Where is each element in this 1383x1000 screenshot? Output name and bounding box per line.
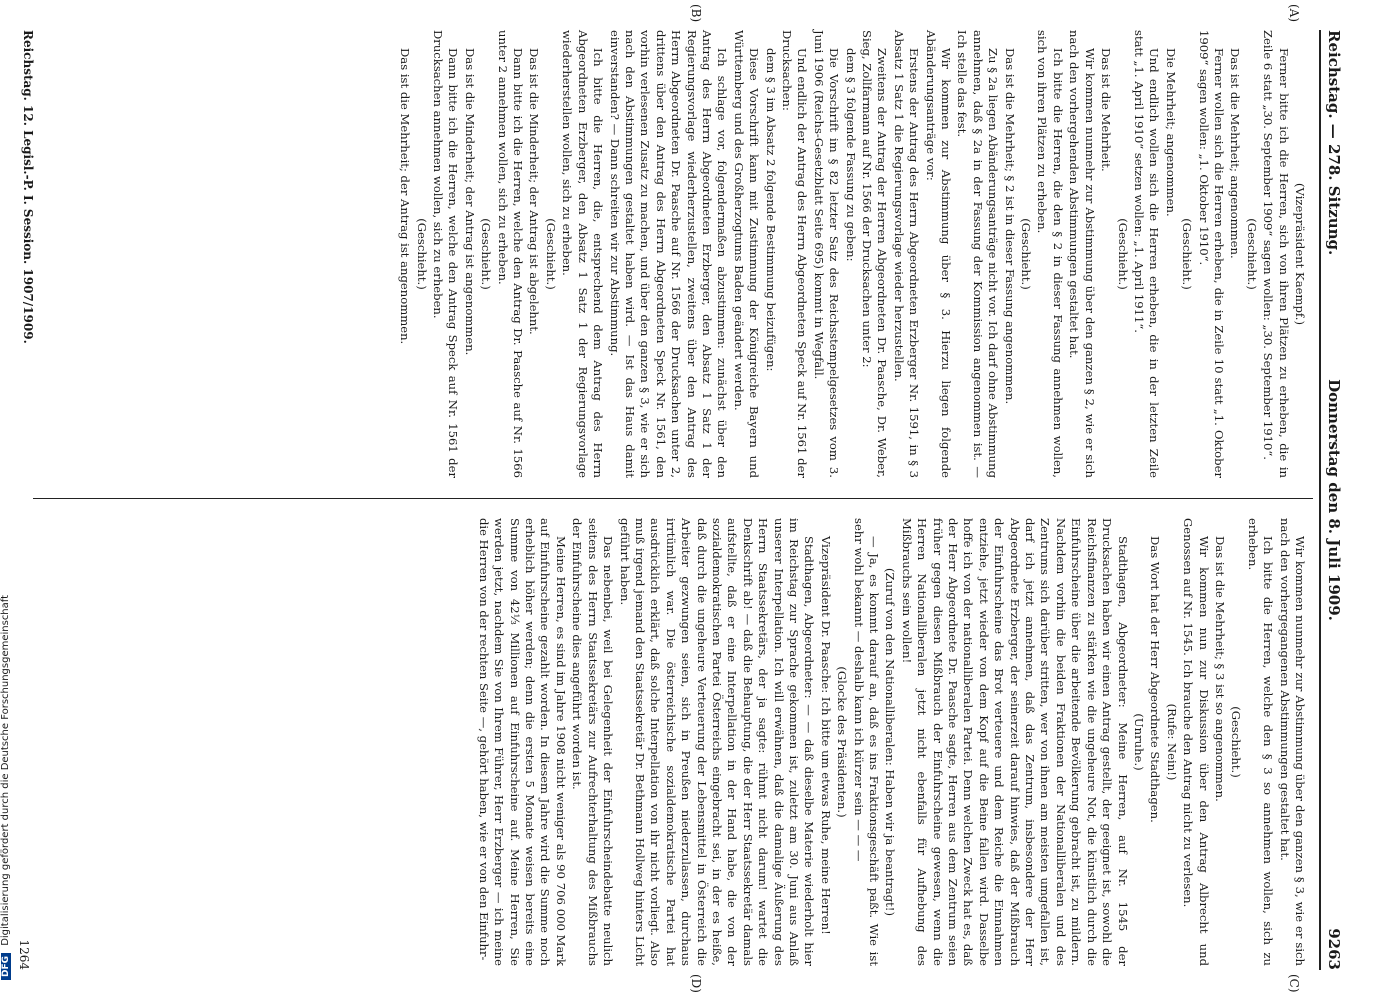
header-date: Donnerstag den 8. Juli 1909.	[1325, 379, 1343, 621]
margin-mark-d: (D)	[689, 974, 703, 993]
paragraph: Ich bitte die Herren, welche den § 3 so annehmen wollen, sich zu erheben.	[1245, 518, 1276, 966]
paragraph: (Geschieht.)	[1115, 218, 1130, 290]
page-content	[13, 4, 1343, 993]
paragraph: (Geschieht.)	[1019, 218, 1034, 290]
header-page-number: 9263	[1325, 928, 1343, 970]
footer-sheet-number: 1264	[17, 939, 31, 970]
margin-mark-a: (A)	[1287, 4, 1301, 23]
paragraph: (Geschieht.)	[543, 218, 558, 290]
paragraph: Das ist die Minderheit; der Antrag ist abgelehnt.	[527, 48, 542, 335]
paragraph: (Geschieht.)	[1229, 706, 1244, 778]
paragraph: Stadthagen, Abgeordneter: — — daß dieselbe Materie wiederholt hier im Reichstag zur Sprache gekommen ist, zuletzt am 30. Juni aus Anlaß unserer Interpellation. Ich will erwähnen, daß die damalige Äußerung des Herrn Staatssekretärs, der ja sagte: rühmt nicht darum! wartet die Denkschrift ab! — daß die Behauptung, die der Herr Staatssekretär damals aufstellte, daß er eine Interpellation in der Hand habe, die von der sozialdemokratischen Partei Österreichs eingebracht sei, in der es heiße, daß durch die ungeheure Verteuerung der Lebensmittel in Österreich die Arbeiter gezwungen seien, sich in Preußen niederzulassen, durchaus irrtümlich war. Die österreichische sozialdemokratische Partei hat ausdrücklich erklärt, daß solche Interpellation von ihr nicht vorliegt. Also muß irgend jemand den Staatssekretär Dr. Bethmann Hollweg hinters Licht geführt haben.	[617, 518, 817, 966]
paragraph: Das ist die Mehrheit; § 2 ist in dieser Fassung angenommen.	[1002, 48, 1017, 405]
paragraph: Und endlich der Antrag des Herrn Abgeordneten Speck auf Nr. 1561 der Drucksachen:	[780, 30, 810, 478]
paragraph: Das ist die Mehrheit; der Antrag ist angenommen.	[398, 48, 413, 345]
margin-mark-c: (C)	[1287, 974, 1301, 993]
page-header	[1319, 30, 1343, 970]
paragraph: Dann bitte ich die Herren, welche den Antrag Dr. Paasche auf Nr. 1566 unter 2 annehmen wollen, sich zu erheben.	[495, 30, 526, 478]
paragraph: Erstens der Antrag des Herrn Abgeordneten Erzberger Nr. 1591, in § 3 Absatz 1 Satz 1 die Regierungsvorlage wieder herzustellen.	[891, 30, 922, 478]
paragraph: Wir kommen zur Abstimmung über § 3. Hierzu liegen folgende Abänderungsanträge vor:	[923, 30, 954, 478]
paragraph: (Unruhe.)	[1131, 713, 1146, 771]
funding-text: Digitalisierung gefördert durch die Deutsche Forschungsgemeinschaft	[0, 594, 11, 946]
header-rule	[1319, 30, 1321, 970]
column-divider	[33, 498, 1313, 499]
paragraph: Ich bitte die Herren, die den § 2 in dieser Fassung annehmen wollen, sich von ihren Plätzen zu erheben.	[1035, 30, 1065, 478]
paragraph: Das Wort hat der Herr Abgeordnete Stadthagen.	[1148, 536, 1163, 823]
paragraph: Das ist die Mehrheit.	[1099, 48, 1114, 172]
paragraph: Zweitens der Antrag der Herren Abgeordneten Dr. Paasche, Dr. Weber, Sieg, Zollfarmann auf Nr. 1566 der Drucksachen unter 2:	[860, 30, 890, 478]
paragraph: Ich schlage vor, folgendermaßen abzustimmen: zunächst über den Antrag des Herrn Abgeordneten Erzberger, den Absatz 1 Satz 1 der Regierungsvorlage wiederherzustellen, zweitens über den Antrag des Herrn Abgeordneten Dr. Paasche auf Nr. 1566 der Drucksachen unter 2, drittens über den Antrag des Herrn Abgeordneten Speck Nr. 1561, den vorhin verlesenen Zusatz zu machen, und über den ganzen § 3, wie er sich nach den Abstimmungen gestaltet haben wird. — Ist das Haus damit einverstanden? — Dann schreiten wir zur Abstimmung.	[607, 30, 730, 478]
paragraph: Vizepräsident Dr. Paasche: Ich bitte um etwas Ruhe, meine Herren!	[818, 536, 833, 935]
paragraph: Das nebenbei, weil bei Gelegenheit der Einfuhrscheindebatte neulich seitens des Herrn Staatssekretärs zur Aufrechterhaltung des Mißbrauchs der Einfuhrscheine dies angeführt worden ist.	[570, 518, 616, 966]
paragraph: (Rufe: Nein!)	[1164, 703, 1179, 781]
paragraph: Ferner bitte ich die Herren, sich von ihren Plätzen zu erheben, die in Zeile 6 statt „30. September 1909“ sagen wollen: „30. September 1910“.	[1261, 30, 1291, 478]
paragraph: Dann bitte ich die Herren, welche den Antrag Speck auf Nr. 1561 der Drucksachen annehmen wollen, sich zu erheben.	[431, 30, 461, 478]
paragraph: (Geschieht.)	[414, 218, 429, 290]
paragraph: Wir kommen nunmehr zur Abstimmung über den ganzen § 2, wie er sich nach den vorhergehenden Abstimmungen gestaltet hat.	[1067, 30, 1097, 478]
paragraph: (Zuruf von den Nationalliberalen: Haben wir ja beantragt!)	[883, 568, 898, 916]
paragraph: dem § 3 folgende Fassung zu geben:	[843, 48, 858, 262]
paragraph: — Ja, es kommt darauf an, daß es ins Fraktionsgeschäft paßt. Wie ist sehr wohl bekannt — deshalb kann ich kürzer sein — — —	[851, 518, 882, 966]
header-session: Reichstag. — 278. Sitzung.	[1325, 30, 1343, 256]
paragraph: Wir kommen nunmehr zur Abstimmung über den ganzen § 3, wie er sich nach den vorhergegangenen Abstimmungen gestaltet hat.	[1277, 518, 1307, 966]
paragraph: Ich bitte die Herren, die, entsprechend dem Antrag des Herrn Abgeordneten Erzberger, den Absatz 1 Satz 1 der Regierungsvorlage wiederherstellen wollen, sich zu erheben.	[560, 30, 606, 478]
paragraph: Und endlich wollen sich die Herren erheben, die in der letzten Zeile statt „1. April 1910“ setzen wollen: „1. April 1911“.	[1131, 30, 1162, 478]
footer-publication: Reichstag. 12. Legisl.-P. I. Session. 1907/1909.	[21, 30, 35, 344]
paragraph: (Geschieht.)	[479, 218, 494, 290]
paragraph: Ferner wollen sich die Herren erheben, die in Zeile 10 statt „1. Oktober 1909“ sagen wollen: „1. Oktober 1910“.	[1196, 30, 1226, 478]
paragraph: Das ist die Mehrheit; angenommen.	[1228, 48, 1243, 259]
paragraph: Das ist die Mehrheit; § 3 ist so angenommen.	[1212, 536, 1227, 802]
paragraph: dem § 3 im Absatz 2 folgende Bestimmung beizufügen:	[763, 48, 778, 372]
paragraph: (Glocke des Präsidenten.)	[835, 666, 850, 818]
paragraph: Die Mehrheit; angenommen.	[1163, 48, 1178, 217]
paragraph: Wir kommen nun zur Diskussion über den Antrag Albrecht und Genossen auf Nr. 1545. Ich brauche den Antrag nicht zu verlesen.	[1181, 518, 1211, 966]
margin-mark-b: (B)	[689, 4, 703, 23]
paragraph: (Geschieht.)	[1244, 218, 1259, 290]
paragraph: (Vizepräsident Kaempf.)	[1293, 183, 1307, 325]
paragraph: Das ist die Minderheit; der Antrag ist angenommen.	[462, 48, 477, 356]
paragraph: Die Vorschrift im § 82 letzter Satz des Reichsstempelgesetzes vom 3. Juni 1906 (Reichs-Gesetzblatt Seite 695) kommt in Wegfall.	[811, 30, 842, 478]
paragraph: Meine Herren, es sind im Jahre 1908 nicht weniger als 90 706 000 Mark auf Einfuhrscheine gezahlt worden. In diesem Jahre wird die Summe noch erheblich höher werden; denn die ersten 5 Monate weisen bereits eine Summe von 42⅓ Millionen auf Einfuhrscheine auf. Meine Herren, Sie werden jetzt, nachdem Sie von Ihrem Führer, Herr Erzberger — ich meine die Herren von der rechten Seite —, gehört haben, wie er von den Einfuhr-	[476, 518, 568, 966]
paragraph: (Geschieht.)	[1180, 218, 1195, 290]
paragraph: Zu § 2a liegen Abänderungsanträge nicht vor. Ich darf ohne Abstimmung annehmen, daß § 2a in der Fassung der Kommission angenommen ist. — Ich stelle das fest.	[955, 30, 1001, 478]
left-column	[396, 30, 1307, 478]
dfg-logo: DFG	[1, 953, 11, 980]
paragraph: Stadthagen, Abgeordneter: Meine Herren, auf Nr. 1545 der Drucksachen haben wir einen Antrag gestellt, der geeignet ist, sowohl die Reichsfinanzen zu stärken wie die ungeheure Not, die künstlich durch die Einfuhrscheine über die arbeitende Bevölkerung gebracht ist, zu mildern. Nachdem vorhin die beiden Fraktionen der Nationalliberalen und des Zentrums sich darüber stritten, wer von ihnen am meisten umgefallen ist, darf ich jetzt annehmen, daß das Zentrum, insbesondere der Herr Abgeordnete Erzberger, der seinerzeit darauf hinwies, daß der Mißbrauch der Einfuhrscheine das Brot verteuere und dem Reiche die Einnahmen entziehe, jetzt wieder von dem Kopf auf die Beine fallen wird. Dasselbe hoffe ich von der nationalliberalen Partei. Denn welchen Zweck hat es, daß der Herr Abgeordnete Dr. Paasche sagte, Herren aus dem Zentrum seien früher gegen diesen Mißbrauch der Einfuhrscheine gewesen, wenn die Herren Nationalliberalen jetzt nicht ebenfalls für Aufhebung des Mißbrauchs sein wollen!	[899, 518, 1130, 966]
paragraph: Diese Vorschrift kann mit Zustimmung der Königreiche Bayern und Württemberg und des Großherzogtums Baden geändert werden.	[731, 30, 762, 478]
right-column	[474, 518, 1307, 966]
